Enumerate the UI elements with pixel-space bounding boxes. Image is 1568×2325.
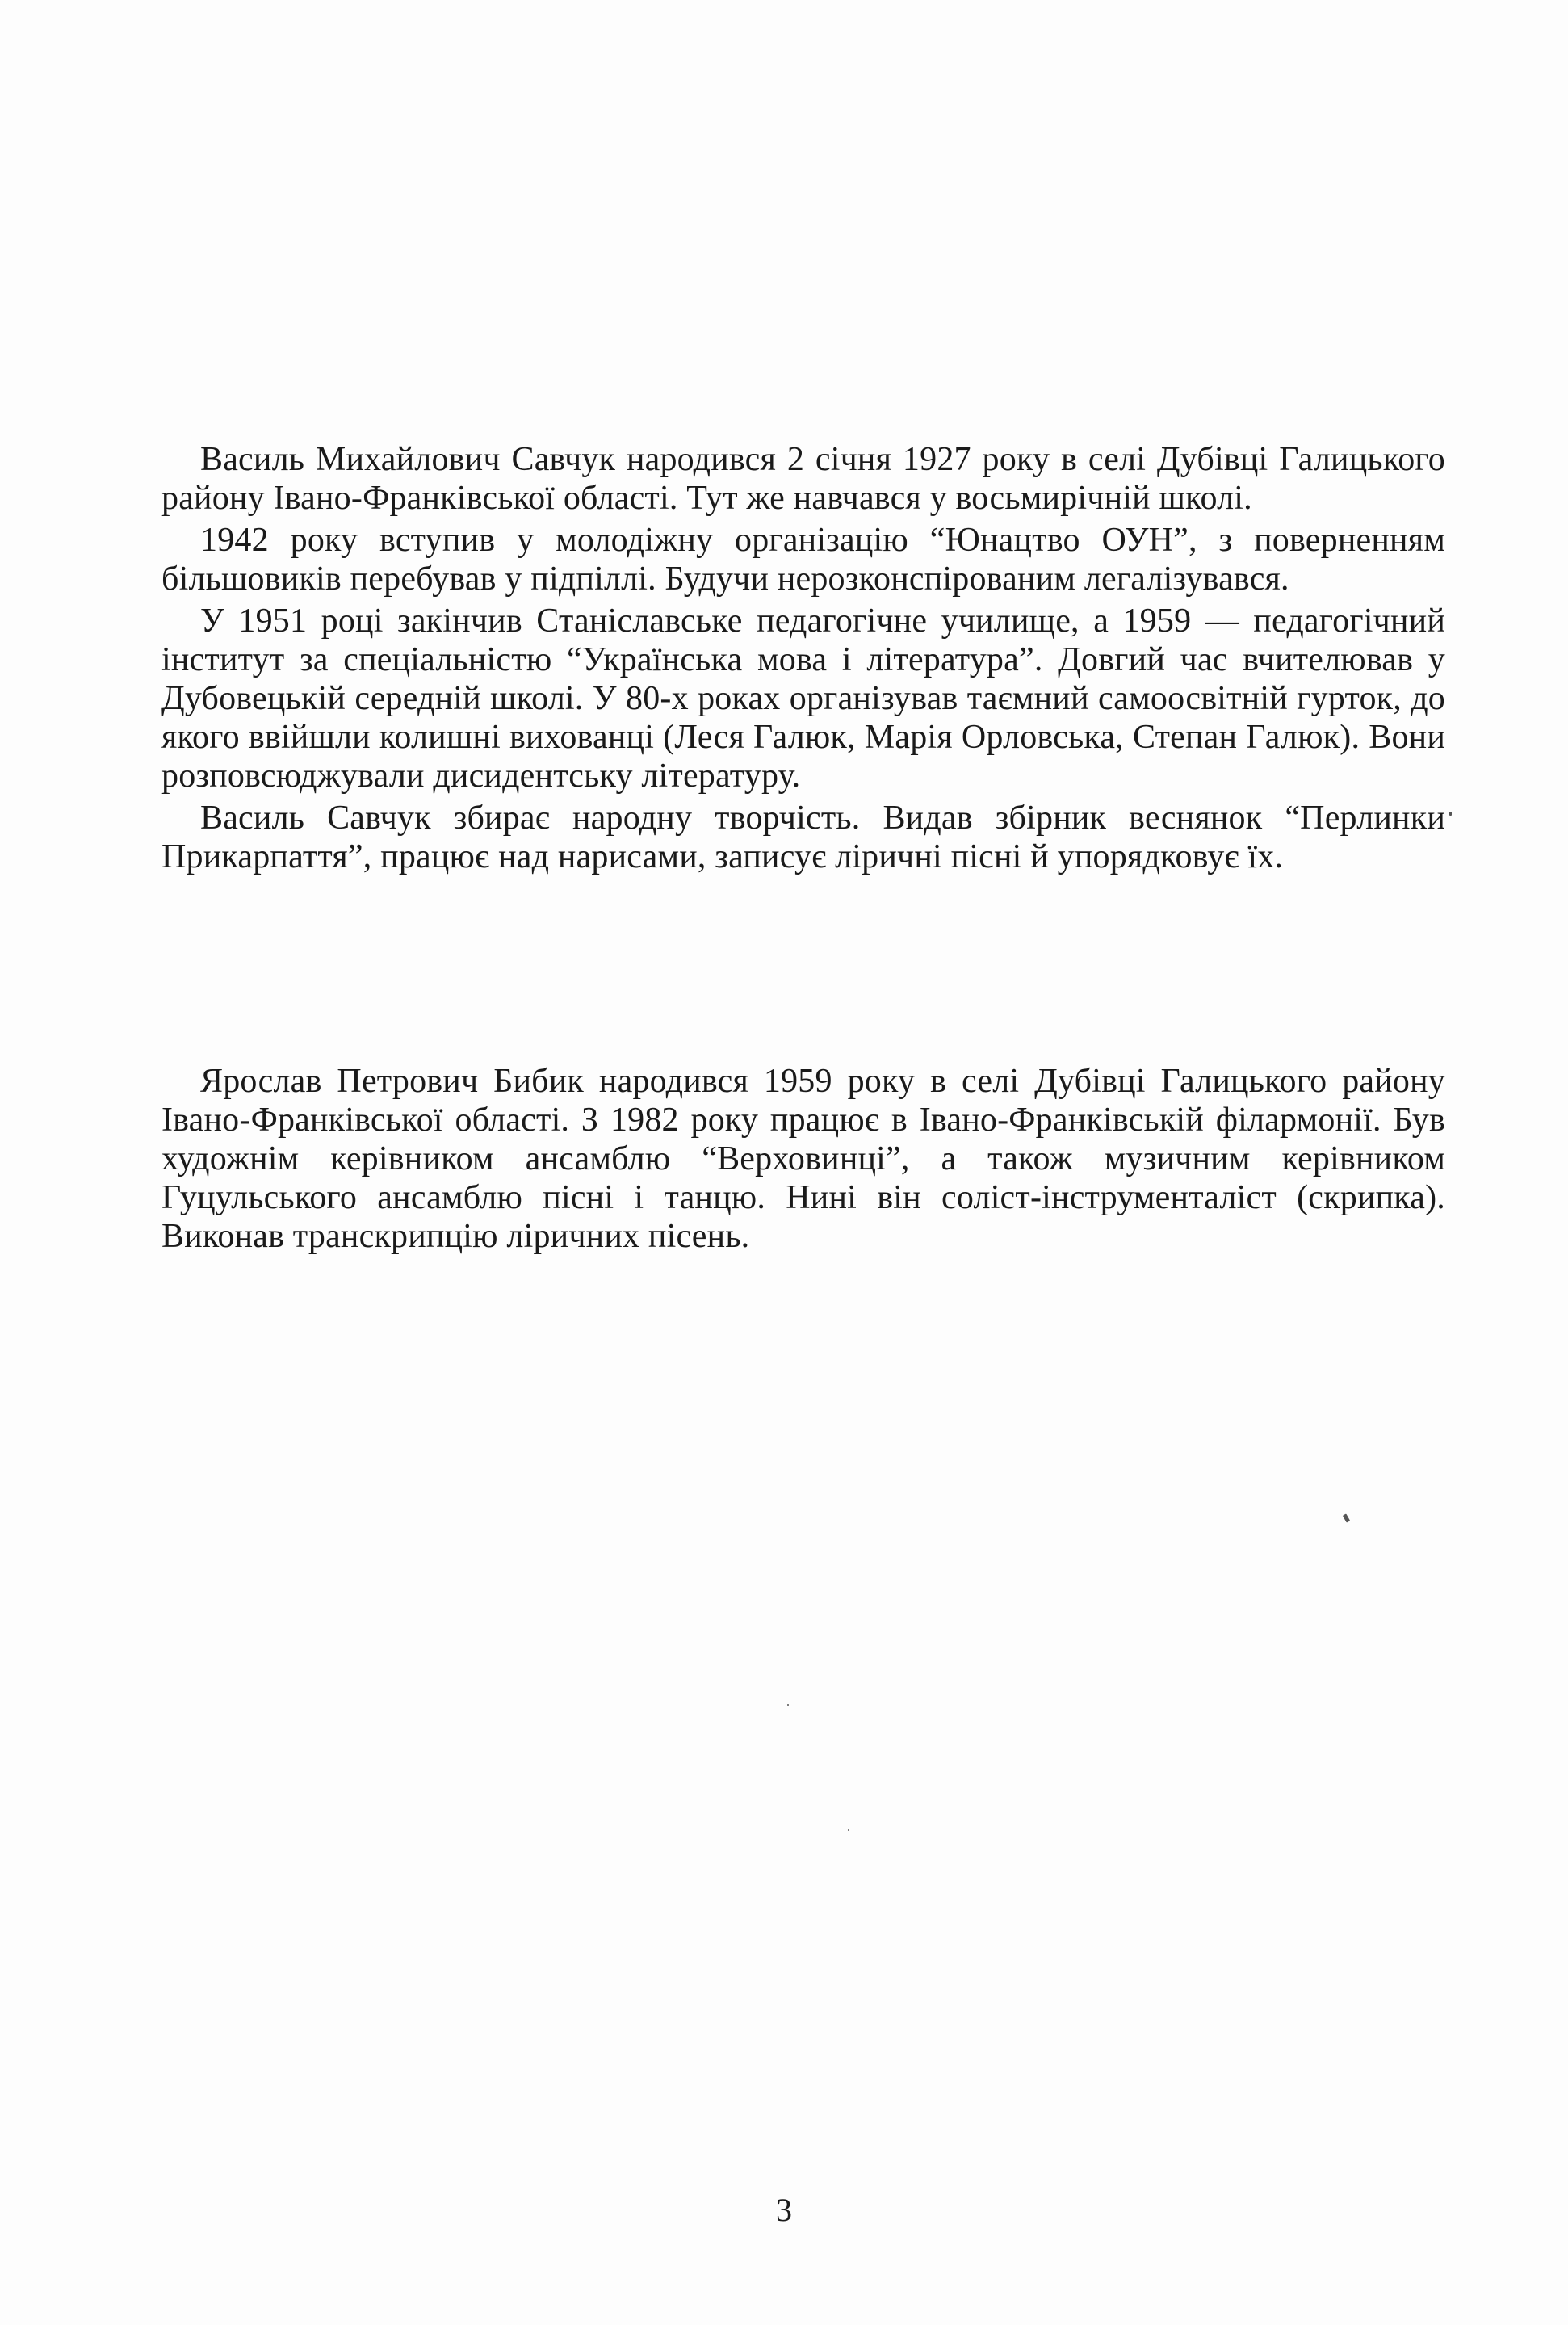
scan-speck [1449, 812, 1452, 816]
paragraph: Василь Савчук збирає народну творчість. Видав збірник веснянок “Перлинки Прикарпаття”, працює над нарисами, записує ліричні пісні й упорядковує їх. [161, 799, 1445, 875]
scan-speck [848, 1829, 849, 1831]
scan-speck [1343, 1513, 1350, 1522]
page-number: 3 [776, 2192, 792, 2228]
paragraph: Ярослав Петрович Бибик народився 1959 року в селі Дубівці Галицького району Івано-Франківської області. З 1982 року працює в Івано-Франківській філармонії. Був художнім керівником ансамблю “Верховинці”, а також музичним керівником Гуцульського ансамблю пісні і танцю. Нині він соліст-інструменталіст (скрипка). Виконав транскрипцію ліричних пісень. [161, 1063, 1445, 1255]
scan-speck [787, 1704, 789, 1706]
paragraph: 1942 року вступив у молодіжну організацію “Юнацтво ОУН”, з поверненням більшовиків перебував у підпіллі. Будучи нерозконспірованим легалізувався. [161, 522, 1445, 598]
biography-savchuk [161, 440, 1445, 876]
paragraph: У 1951 році закінчив Станіславське педагогічне училище, а 1959 — педагогічний інститут за спеціальністю “Українська мова і література”. Довгий час вчителював у Дубовецькій середній школі. У 80-х роках організував таємний самоосвітній гурток, до якого ввійшли колишні вихованці (Леся Галюк, Марія Орловська, Степан Галюк). Вони розповсюджували дисидентську літературу. [161, 602, 1445, 795]
biography-bybyk [161, 1062, 1445, 1256]
paragraph: Василь Михайлович Савчук народився 2 січня 1927 року в селі Дубівці Галицького району Івано-Франківської області. Тут же навчався у восьмирічній школі. [161, 441, 1445, 517]
